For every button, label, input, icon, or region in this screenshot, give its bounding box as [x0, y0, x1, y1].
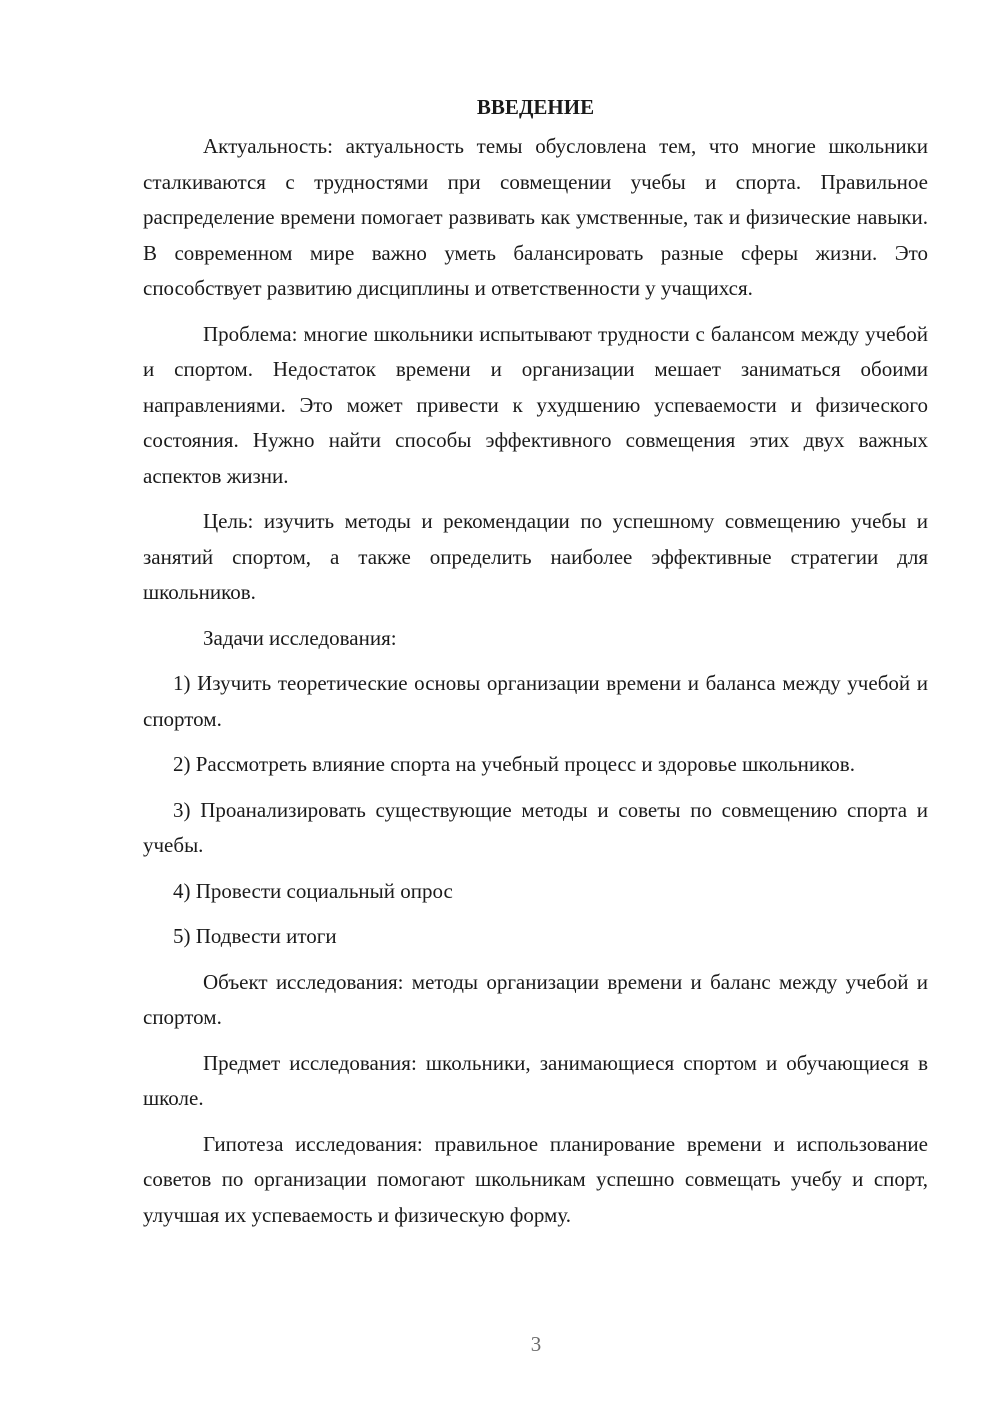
- task-item-4: 4) Провести социальный опрос: [173, 878, 453, 903]
- hypothesis-paragraph: Гипотеза исследования: правильное планирование времени и использование советов по организации помогают школьникам успешно совмещать учебу и спорт, улучшая их успеваемость и физическую форму.: [143, 1131, 928, 1227]
- task-item-1: 1) Изучить теоретические основы организации времени и баланса между учебой и спортом.: [143, 671, 928, 731]
- relevance-paragraph: Актуальность: актуальность темы обусловлена тем, что многие школьники сталкиваются с трудностями при совмещении учебы и спорта. Правильное распределение времени помогает развивать как умственные, так и физические навыки. В современном мире важно уметь балансировать разные сферы жизни. Это способствует развитию дисциплины и ответственности у учащихся.: [143, 134, 928, 300]
- task-item-5: 5) Подвести итоги: [173, 924, 337, 948]
- page-number: 3: [530, 1332, 542, 1356]
- subject-paragraph: Предмет исследования: школьники, занимающиеся спортом и обучающиеся в школе.: [143, 1050, 928, 1110]
- section-title: ВВЕДЕНИЕ: [476, 95, 595, 119]
- tasks-heading: Задачи исследования:: [203, 625, 397, 650]
- task-item-3: 3) Проанализировать существующие методы и советы по совмещению спорта и учебы.: [143, 797, 928, 857]
- document-page: [143, 90, 928, 1233]
- problem-paragraph: Проблема: многие школьники испытывают трудности с балансом между учебой и спортом. Недостаток времени и организации мешает заниматься обоими направлениями. Это может привести к ухудшению успеваемости и физического состояния. Нужно найти способы эффективного совмещения этих двух важных аспектов жизни.: [143, 321, 928, 488]
- object-paragraph: Объект исследования: методы организации времени и баланс между учебой и спортом.: [143, 969, 928, 1029]
- goal-paragraph: Цель: изучить методы и рекомендации по успешному совмещению учебы и занятий спортом, а также определить наиболее эффективные стратегии для школьников.: [143, 509, 928, 604]
- task-item-2: 2) Рассмотреть влияние спорта на учебный процесс и здоровье школьников.: [173, 752, 855, 776]
